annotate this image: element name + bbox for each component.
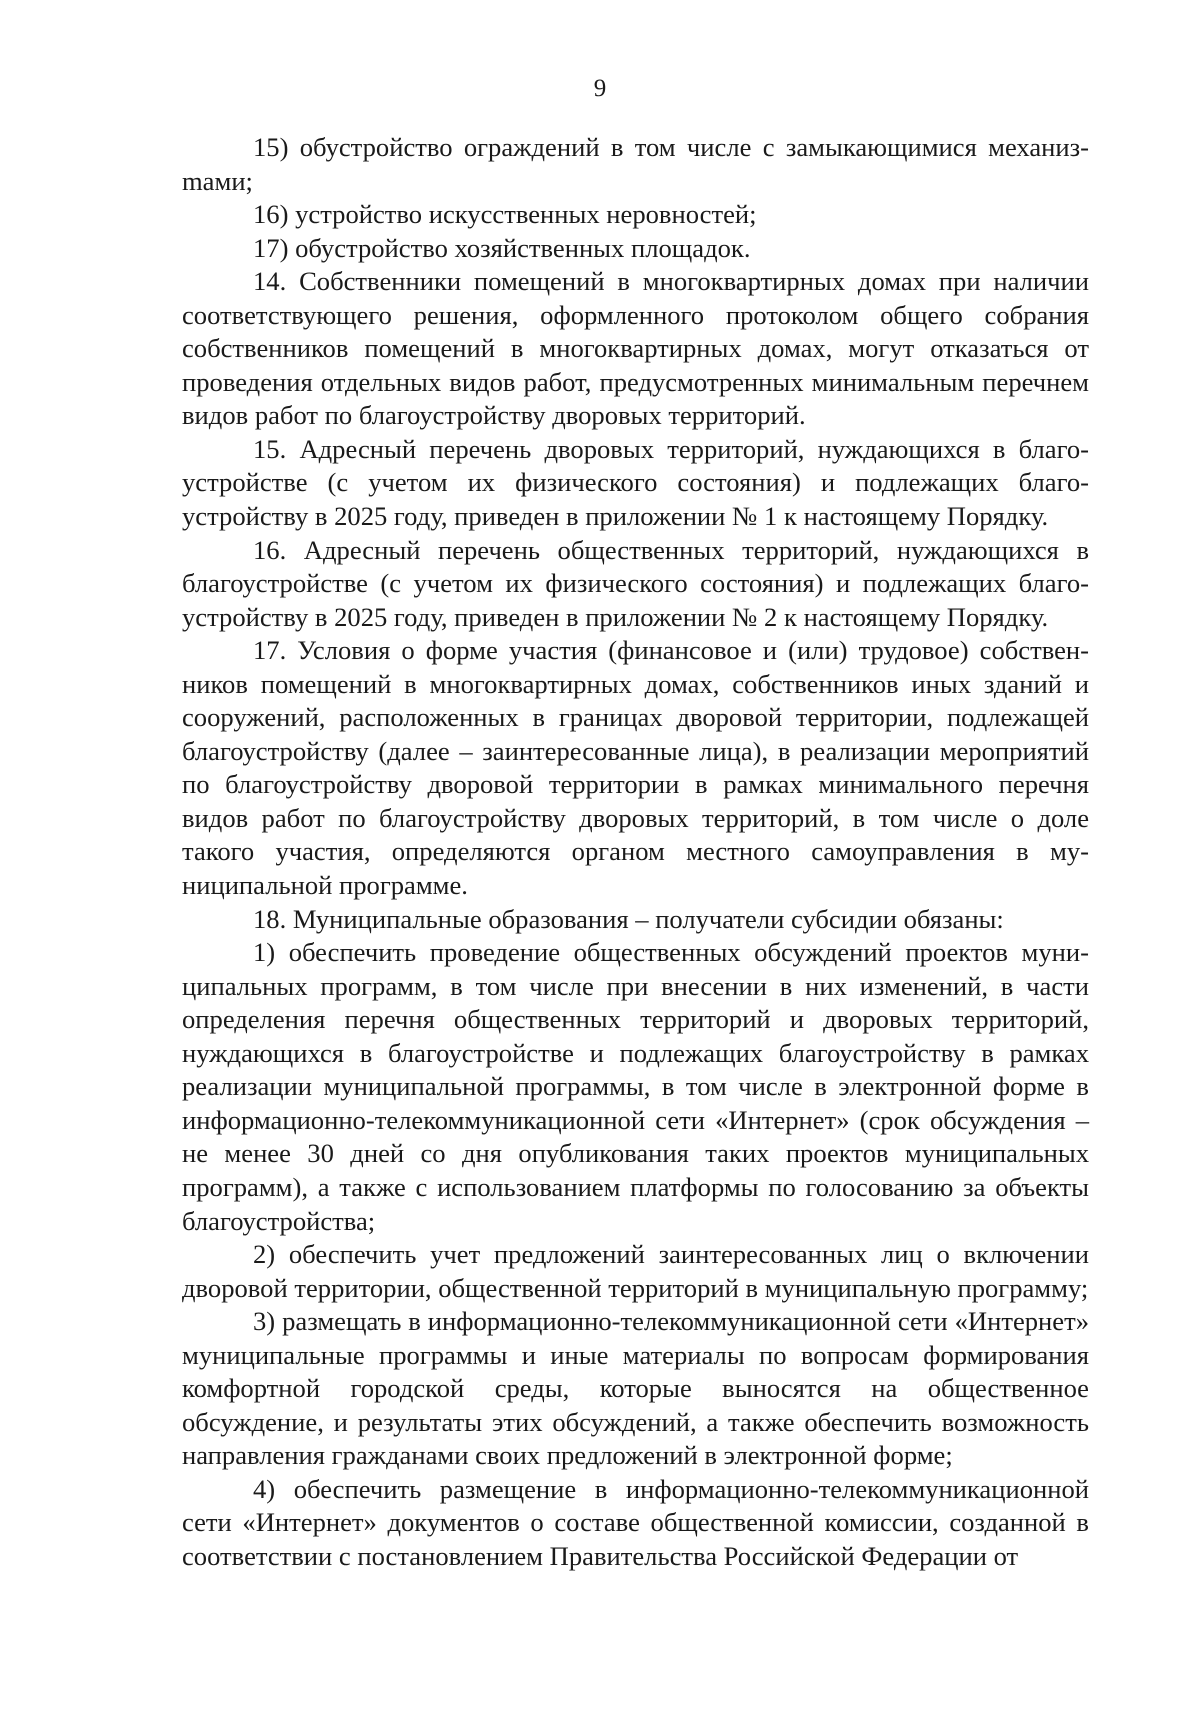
paragraph-section-18: 18. Муниципальные образования – получатели субсидии обязаны: <box>253 903 1004 934</box>
paragraph-item-17: 17) обустройство хозяйственных площадок. <box>253 232 751 263</box>
paragraph-subitem-4: 4) обеспечить размещение в информационно-телекоммуникационной сети «Интернет» документов о составе общественной комиссии, созданной в соответствии с постановлением Правительства Российской Федерации от <box>182 1473 1089 1571</box>
paragraph-item-16: 16) устройство искусственных неровностей; <box>253 199 757 230</box>
document-body <box>182 131 1089 1574</box>
paragraph-section-15: 15. Адресный перечень дворовых территорий, нуждающихся в благоустройстве (с учетом их физического состояния) и подлежащих благоустройству в 2025 году, приведен в приложении № 1 к настоящему Порядку. <box>182 433 1089 532</box>
paragraph-subitem-2: 2) обеспечить учет предложений заинтересованных лиц о включении дворовой территории, общественной территорий в муниципальную программу; <box>182 1239 1089 1303</box>
paragraph-subitem-3: 3) размещать в информационно-телекоммуникационной сети «Интернет» муниципальные программы и иные материалы по вопросам формирования комфортной городской среды, которые выносятся на общественное обсуждение, и результаты этих обсуждений, а также обеспечить возможность направления гражданами своих предложений в электронной форме; <box>182 1306 1089 1471</box>
paragraph-section-17: 17. Условия о форме участия (финансовое и (или) трудовое) собственников помещений в многоквартирных домах, собственников иных зданий и сооружений, расположенных в границах дворовой территории, подлежащей благоустройству (далее – заинтересованные лица), в реализации мероприятий по благоустройству дворовой территории в рамках минимального перечня видов работ по благоустройству дворовых территорий, в том числе о доле такого участия, определяются органом местного самоуправления в муниципальной программе. <box>182 635 1089 901</box>
page-number: 9 <box>593 75 607 102</box>
paragraph-section-14: 14. Собственники помещений в многоквартирных домах при наличии соответствующего решения, оформленного протоколом общего собрания собственников помещений в многоквартирных домах, могут отказаться от проведения отдельных видов работ, предусмотренных минимальным перечнем видов работ по благоустройству дворовых территорий. <box>182 266 1089 431</box>
paragraph-subitem-1: 1) обеспечить проведение общественных обсуждений проектов муниципальных программ, в том числе при внесении в них изменений, в части определения перечня общественных территорий и дворовых территорий, нуждающихся в благоустройстве и подлежащих благоустройству в рамках реализации муниципальной программы, в том числе в электронной форме в информационно-телекоммуникационной сети «Интернет» (срок обсуждения – не менее 30 дней со дня опубликования таких проектов муниципальных программ), а также с использованием платформы по голосованию за объекты благоустройства; <box>182 937 1089 1236</box>
paragraph-section-16: 16. Адресный перечень общественных территорий, нуждающихся в благоустройстве (с учетом их физического состояния) и подлежащих благоустройству в 2025 году, приведен в приложении № 2 к настоящему Порядку. <box>182 534 1089 632</box>
paragraph-item-15: 15) обустройство ограждений в том числе с замыкающимися механизmами; <box>182 132 1089 196</box>
